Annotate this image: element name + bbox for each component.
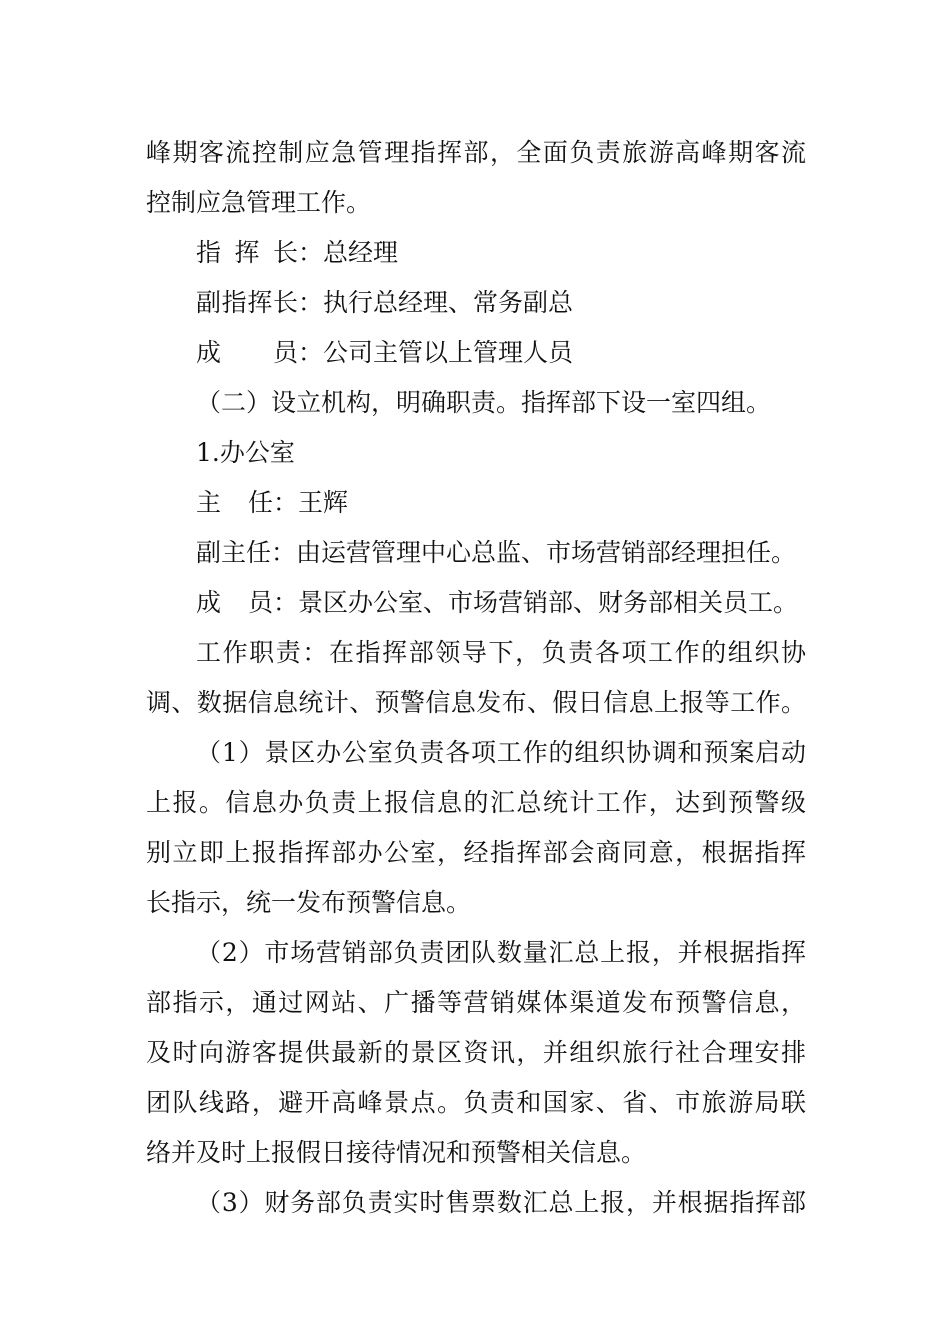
office-heading: 1.办公室 [196,438,295,467]
director-label: 主任 [196,488,273,517]
commander-label: 指挥长 [196,238,298,267]
office-members-label: 成员 [196,588,273,617]
item1-line3: 别立即上报指挥部办公室，经指挥部会商同意，根据指挥 [146,838,806,867]
commander-colon: ： [298,238,324,267]
vice-commander-label: 副指挥长 [196,288,298,317]
vice-commander-line [196,283,806,323]
director-colon: ： [273,488,299,517]
office-members-line [196,583,806,623]
item1-line2: 上报。信息办负责上报信息的汇总统计工作，达到预警级 [146,788,806,817]
vice-director-colon: ： [271,538,297,567]
duties-line2: 调、数据信息统计、预警信息发布、假日信息上报等工作。 [146,688,806,717]
vice-commander-colon: ： [298,288,324,317]
members-line [196,333,806,373]
duties-line1: 工作职责：在指挥部领导下，负责各项工作的组织协 [196,638,806,667]
item3-line1: （3）财务部负责实时售票数汇总上报，并根据指挥部 [196,1188,806,1217]
vice-director-line [196,533,806,573]
vice-director-value: 由运营管理中心总监、市场营销部经理担任。 [296,538,797,567]
para1-line2: 控制应急管理工作。 [146,188,372,217]
item1-line4: 长指示，统一发布预警信息。 [146,888,472,917]
commander-value: 总经理 [323,238,399,267]
office-members-value: 景区办公室、市场营销部、财务部相关员工。 [298,588,799,617]
item2-line1: （2）市场营销部负责团队数量汇总上报，并根据指挥 [196,938,806,967]
members-value: 公司主管以上管理人员 [323,338,574,367]
section2-heading: （二）设立机构，明确职责。指挥部下设一室四组。 [196,388,772,417]
item2-line4: 团队线路，避开高峰景点。负责和国家、省、市旅游局联 [146,1088,806,1117]
members-label: 成员 [196,338,298,367]
item2-line2: 部指示，通过网站、广播等营销媒体渠道发布预警信息， [146,988,806,1017]
item2-line3: 及时向游客提供最新的景区资讯，并组织旅行社合理安排 [146,1038,806,1067]
para1-line1: 峰期客流控制应急管理指挥部，全面负责旅游高峰期客流 [146,138,806,167]
director-line [196,483,806,523]
members-colon: ： [298,338,324,367]
item2-line5: 络并及时上报假日接待情况和预警相关信息。 [146,1138,647,1167]
director-value: 王辉 [298,488,349,517]
commander-line [196,233,806,273]
item1-line1: （1）景区办公室负责各项工作的组织协调和预案启动 [196,738,806,767]
vice-director-label: 副主任 [196,538,272,567]
office-members-colon: ： [273,588,299,617]
vice-commander-value: 执行总经理、常务副总 [323,288,574,317]
